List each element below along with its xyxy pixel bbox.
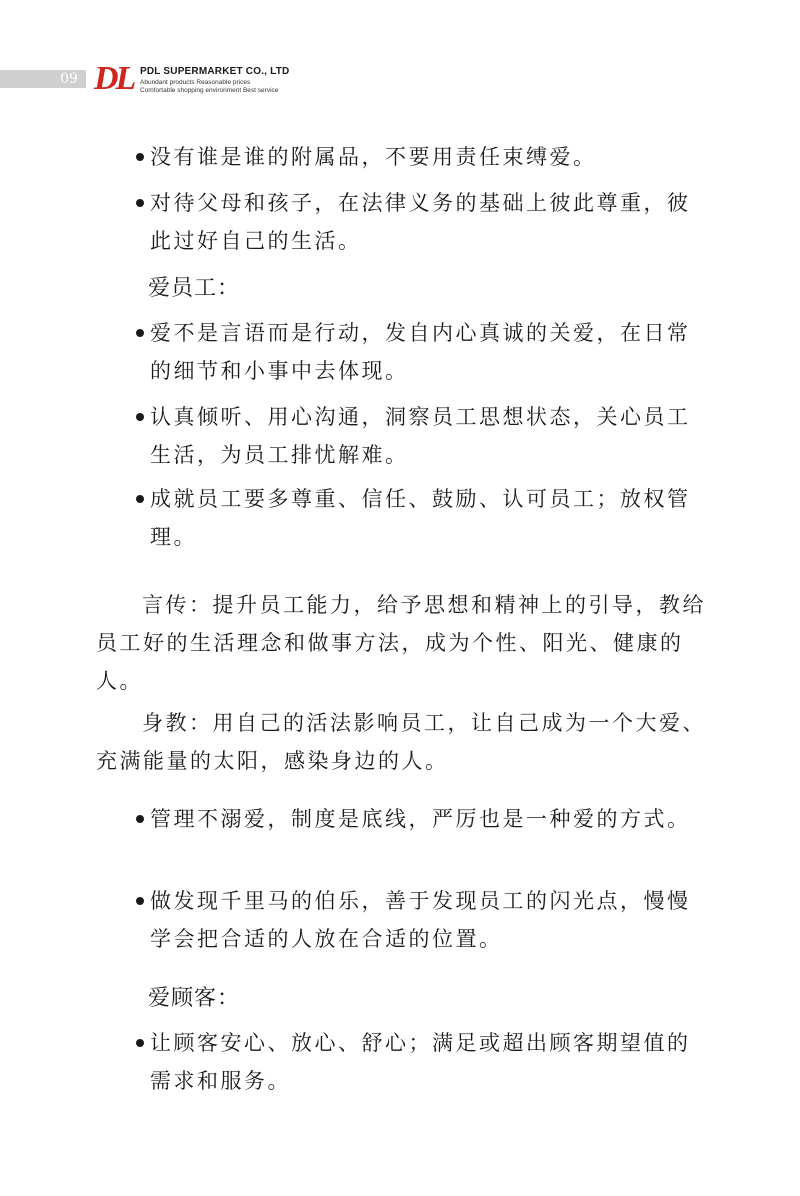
bullet-text: 对待父母和孩子，在法律义务的基础上彼此尊重，彼此过好自己的生活。 bbox=[150, 191, 691, 253]
page-header bbox=[0, 62, 800, 102]
bullet-text: 认真倾听、用心沟通，洞察员工思想状态，关心员工生活，为员工排忧解难。 bbox=[150, 405, 691, 467]
bullet-item bbox=[150, 314, 710, 390]
bullet-text: 管理不溺爱，制度是底线，严厉也是一种爱的方式。 bbox=[150, 807, 691, 831]
bullet-item bbox=[150, 138, 710, 176]
bullet-dot-icon bbox=[136, 897, 144, 905]
paragraph-verbal-teaching: 言传：提升员工能力，给予思想和精神上的引导，教给员工好的生活理念和做事方法，成为个性、阳光、健康的人。 bbox=[96, 593, 706, 693]
section-heading-employees: 爱员工： bbox=[148, 276, 241, 301]
page-number: 09 bbox=[60, 71, 78, 87]
bullet-item bbox=[150, 184, 710, 260]
paragraph-leading-by-example: 身教：用自己的活法影响员工，让自己成为一个大爱、充满能量的太阳，感染身边的人。 bbox=[96, 711, 706, 773]
bullet-text: 爱不是言语而是行动，发自内心真诚的关爱，在日常的细节和小事中去体现。 bbox=[150, 321, 691, 383]
bullet-text: 没有谁是谁的附属品，不要用责任束缚爱。 bbox=[150, 145, 597, 169]
bullet-dot-icon bbox=[136, 495, 144, 503]
company-logo: DL bbox=[94, 60, 134, 97]
bullet-dot-icon bbox=[136, 329, 144, 337]
bullet-text: 让顾客安心、放心、舒心；满足或超出顾客期望值的需求和服务。 bbox=[150, 1031, 691, 1093]
bullet-dot-icon bbox=[136, 413, 144, 421]
bullet-text: 做发现千里马的伯乐，善于发现员工的闪光点，慢慢学会把合适的人放在合适的位置。 bbox=[150, 889, 691, 951]
bullet-dot-icon bbox=[136, 1039, 144, 1047]
bullet-dot-icon bbox=[136, 199, 144, 207]
company-slogan-line2: Comfortable shopping environment Best service bbox=[140, 87, 279, 94]
company-slogan-line1: Abundant products Reasonable prices bbox=[140, 79, 251, 86]
bullet-item bbox=[150, 800, 710, 838]
company-info bbox=[140, 67, 289, 95]
bullet-item bbox=[150, 1024, 710, 1100]
bullet-item bbox=[150, 398, 710, 474]
section-heading-customers: 爱顾客： bbox=[148, 986, 241, 1011]
bullet-dot-icon bbox=[136, 815, 144, 823]
company-name: PDL SUPERMARKET CO., LTD bbox=[140, 66, 290, 77]
bullet-dot-icon bbox=[136, 153, 144, 161]
bullet-item bbox=[150, 480, 710, 556]
bullet-text: 成就员工要多尊重、信任、鼓励、认可员工；放权管理。 bbox=[150, 487, 691, 549]
bullet-item bbox=[150, 882, 710, 958]
